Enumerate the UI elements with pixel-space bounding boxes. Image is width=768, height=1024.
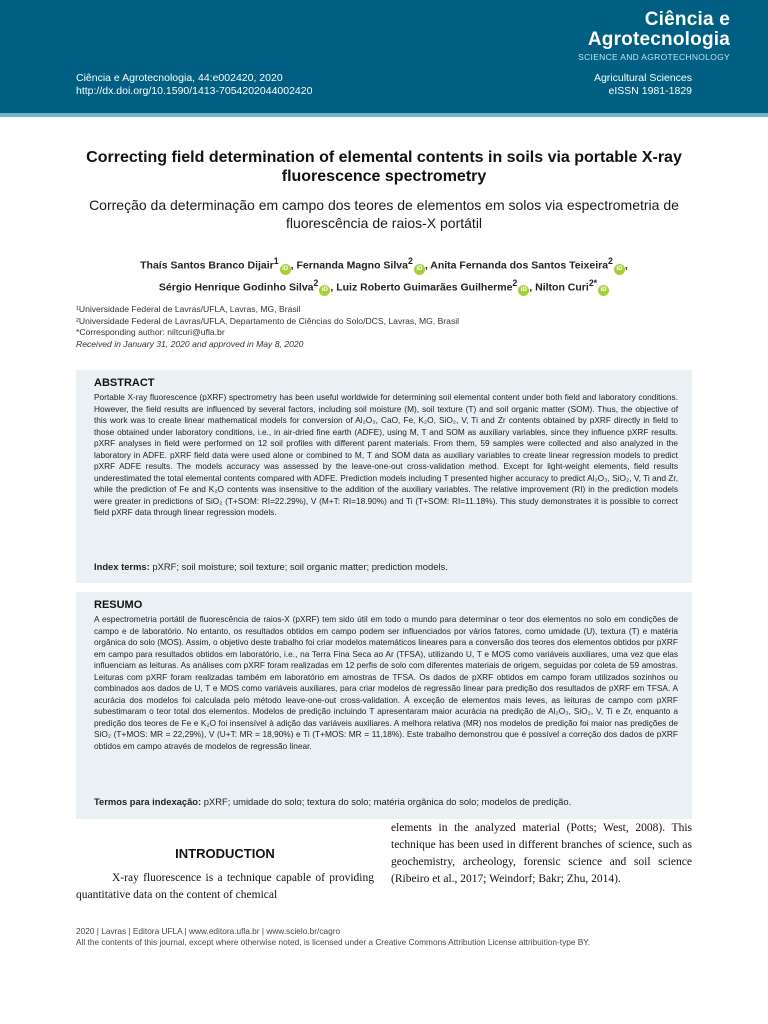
affiliation-2: ²Universidade Federal de Lavras/UFLA, Departamento de Ciências do Solo/DCS, Lavras, MG, Brasil xyxy=(76,315,460,326)
author-affil-mark: 2 xyxy=(313,277,319,288)
brand-line-1: Ciência e xyxy=(644,9,730,30)
article-title: Correcting field determination of elemental contents in soils via portable X-ray fluorescence spectrometry xyxy=(86,149,682,185)
section-block xyxy=(594,72,692,98)
author-affil-mark: 2* xyxy=(588,277,598,288)
author-name: Thaís Santos Branco Dijair xyxy=(140,259,274,272)
termos-indexacao-value: pXRF; umidade do solo; textura do solo; matéria orgânica do solo; modelos de predição. xyxy=(203,796,572,807)
orcid-icon[interactable]: iD xyxy=(614,264,625,275)
author-name: Fernanda Magno Silva xyxy=(296,259,408,272)
brand-tagline: SCIENCE AND AGROTECHNOLOGY xyxy=(578,52,730,62)
termos-indexacao xyxy=(94,796,678,807)
orcid-icon[interactable]: iD xyxy=(414,264,425,275)
abstract-text: Portable X-ray fluorescence (pXRF) spectrometry has been useful worldwide for determining soil elemental content under both field and laboratory conditions. However, the field results are influenced by several factors, including soil moisture (M), soil texture (T) and soil organic matter (SOM). Thus, the objective of this work was to create linear mathematical models for conversion of Al₂O₃, CaO, Fe, K₂O, SiO₂, V, Ti and Zr contents obtained by pXRF directly in field to those obtained under laboratory conditions, i.e., in air-dried fine earth (ADFE), using M, T and SOM as auxiliary variables, since they influence pXRF results. pXRF analyses in field were performed on 12 soil profiles with different parent materials. From them, 59 samples were collected and also analyzed in the laboratory in ADFE. pXRF field data were used alone or combined to M, T and SOM data as auxiliary variables to create linear regression models to predict pXRF ADFE results. The models accuracy was assessed by the leave-one-out cross-validation method. Except for light-weight elements, field results underestimated the total elemental contents compared with ADFE. Prediction models including T presented higher accuracy to predict Al₂O₃, SiO₂, V, Ti and Zr, while the prediction of Fe and K₂O contents was insensitive to the addition of the auxiliary variables. The relative improvement (RI) in the prediction models were greater in predictions of SiO₂ (T+SOM: RI=22.29%), V (M+T: RI=18.90%) and Ti (T+SOM: RI=11.18%). This study demonstrates it is possible to correct field pXRF data through linear regression models. xyxy=(94,392,678,517)
page-footer xyxy=(76,926,696,948)
orcid-icon[interactable]: iD xyxy=(598,285,609,296)
header-divider xyxy=(0,113,768,117)
citation-block xyxy=(76,72,312,98)
introduction-right-column: elements in the analyzed material (Potts; West, 2008). This technique has been used in different branches of science, such as geochemistry, archeology, forensic science and soil science (Ribeiro et al., 2017; Weindorf; Bakr; Zhu, 2014). xyxy=(391,822,692,885)
introduction-heading: INTRODUCTION xyxy=(175,846,275,861)
orcid-icon[interactable]: iD xyxy=(518,285,529,296)
resumo-text: A espectrometria portátil de fluorescência de raios-X (pXRF) tem sido útil em todo o mundo para determinar o teor dos elementos no solo em condições de campo e de laboratório. No entanto, os resultados obtidos em campo podem ser influenciados por vários fatores, como umidade (U), textura (T) e matéria orgânica do solo (MOS). Assim, o objetivo deste trabalho foi criar modelos matemáticos lineares para a conversão dos teores dos elementos obtidos por pXRF em campo para resultados obtidos em laboratório, i.e., na Terra Fina Seca ao Ar (TFSA), utilizando U, T e MOS como variáveis auxiliares, uma vez que elas influenciam as leituras. As análises com pXRF foram realizadas em 12 perfis de solo com diferentes materiais de origem, seguidas por coleta de 59 amostras. Leituras com pXRF foram realizadas também em laboratório em amostras de TFSA. Os dados de pXRF obtidos em campo foram utilizados sozinhos ou combinados aos dados de U, T e MOS como variáveis auxiliares, para criar modelos de regressão linear para predição dos resultados de pXRF em TFSA. A acurácia dos modelos foi calculada pelo método leave-one-out cross-validation. À exceção de elementos mais leves, as leituras de campo com pXRF subestimaram o teor total dos elementos. Modelos de predição incluindo T apresentaram maior acurácia na predição de Al₂O₃, SiO₂, V, Ti e Zr, enquanto a predição dos teores de Fe e K₂O foi insensível à adição das variáveis auxiliares. A melhora relativa (MR) nos modelos de predição foi maior nas predições de SiO₂ (T+MOS: MR = 22,29%), V (U+T: MR = 18,90%) e Ti (T+MOS: MR = 11,18%). Este trabalho demonstrou que é possível a correção dos dados de pXRF obtidos em campo através de modelos de regressão linear. xyxy=(94,614,678,751)
doi-link[interactable]: http://dx.doi.org/10.1590/1413-7054202044002420 xyxy=(76,85,313,97)
author-list: Thaís Santos Branco Dijair$^1$iD , Fernanda Magno Silva$^2$iD , Anita Fernanda dos Santos Teixeira$^2$iD , Sérgio Henrique Godinho Silva$^2$iD , Luiz Roberto Guimarães Guilherme$^2$iD , Nilton Curi$^{2*}$iD xyxy=(76,253,692,296)
termos-indexacao-label: Termos para indexação: xyxy=(94,796,202,807)
footer-publisher: 2020 | Lavras | Editora UFLA | www.editora.ufla.br | www.scielo.br/cagro xyxy=(76,926,341,936)
author-name: Luiz Roberto Guimarães Guilherme xyxy=(336,281,513,293)
brand-line-2: Agrotecnologia xyxy=(587,29,730,50)
author-affil-mark: 1 xyxy=(273,256,279,266)
index-terms-value: pXRF; soil moisture; soil texture; soil organic matter; prediction models. xyxy=(152,561,448,572)
orcid-icon[interactable]: iD xyxy=(280,264,291,275)
abstract-heading: ABSTRACT xyxy=(94,377,155,389)
author-name: Anita Fernanda dos Santos Teixeira xyxy=(430,259,609,272)
index-terms xyxy=(94,561,678,572)
received-date: Received in January 31, 2020 and approved in May 8, 2020 xyxy=(76,338,304,349)
article-subtitle: Correção da determinação em campo dos teores de elementos em solos via espectrometria de fluorescência de raios-X portátil xyxy=(89,197,679,231)
author-affil-mark: 2 xyxy=(608,256,613,266)
footer-license: All the contents of this journal, except where otherwise noted, is licensed under a Creative Commons Attribution License attribuition-type BY. xyxy=(76,937,591,947)
author-affil-mark: 2 xyxy=(512,277,518,288)
orcid-icon[interactable]: iD xyxy=(319,285,330,296)
author-affil-mark: 2 xyxy=(407,256,413,266)
author-name: Nilton Curi xyxy=(535,281,589,293)
introduction-left-column: X-ray fluorescence is a technique capable of providing quantitative data on the content of chemical xyxy=(76,872,374,901)
index-terms-label: Index terms: xyxy=(94,561,150,572)
journal-logo xyxy=(578,10,730,62)
issn: eISSN 1981-1829 xyxy=(608,85,692,97)
resumo-heading: RESUMO xyxy=(94,599,143,611)
author-name: Sérgio Henrique Godinho Silva xyxy=(158,281,314,293)
affiliations xyxy=(76,304,692,350)
journal-citation: Ciência e Agrotecnologia, 44:e002420, 2020 xyxy=(76,72,283,84)
section-name: Agricultural Sciences xyxy=(593,72,692,84)
affiliation-1: ¹Universidade Federal de Lavras/UFLA, Lavras, MG, Brasil xyxy=(76,304,301,314)
corresponding-author: *Corresponding author: niltcuri@ufla.br xyxy=(76,327,225,338)
